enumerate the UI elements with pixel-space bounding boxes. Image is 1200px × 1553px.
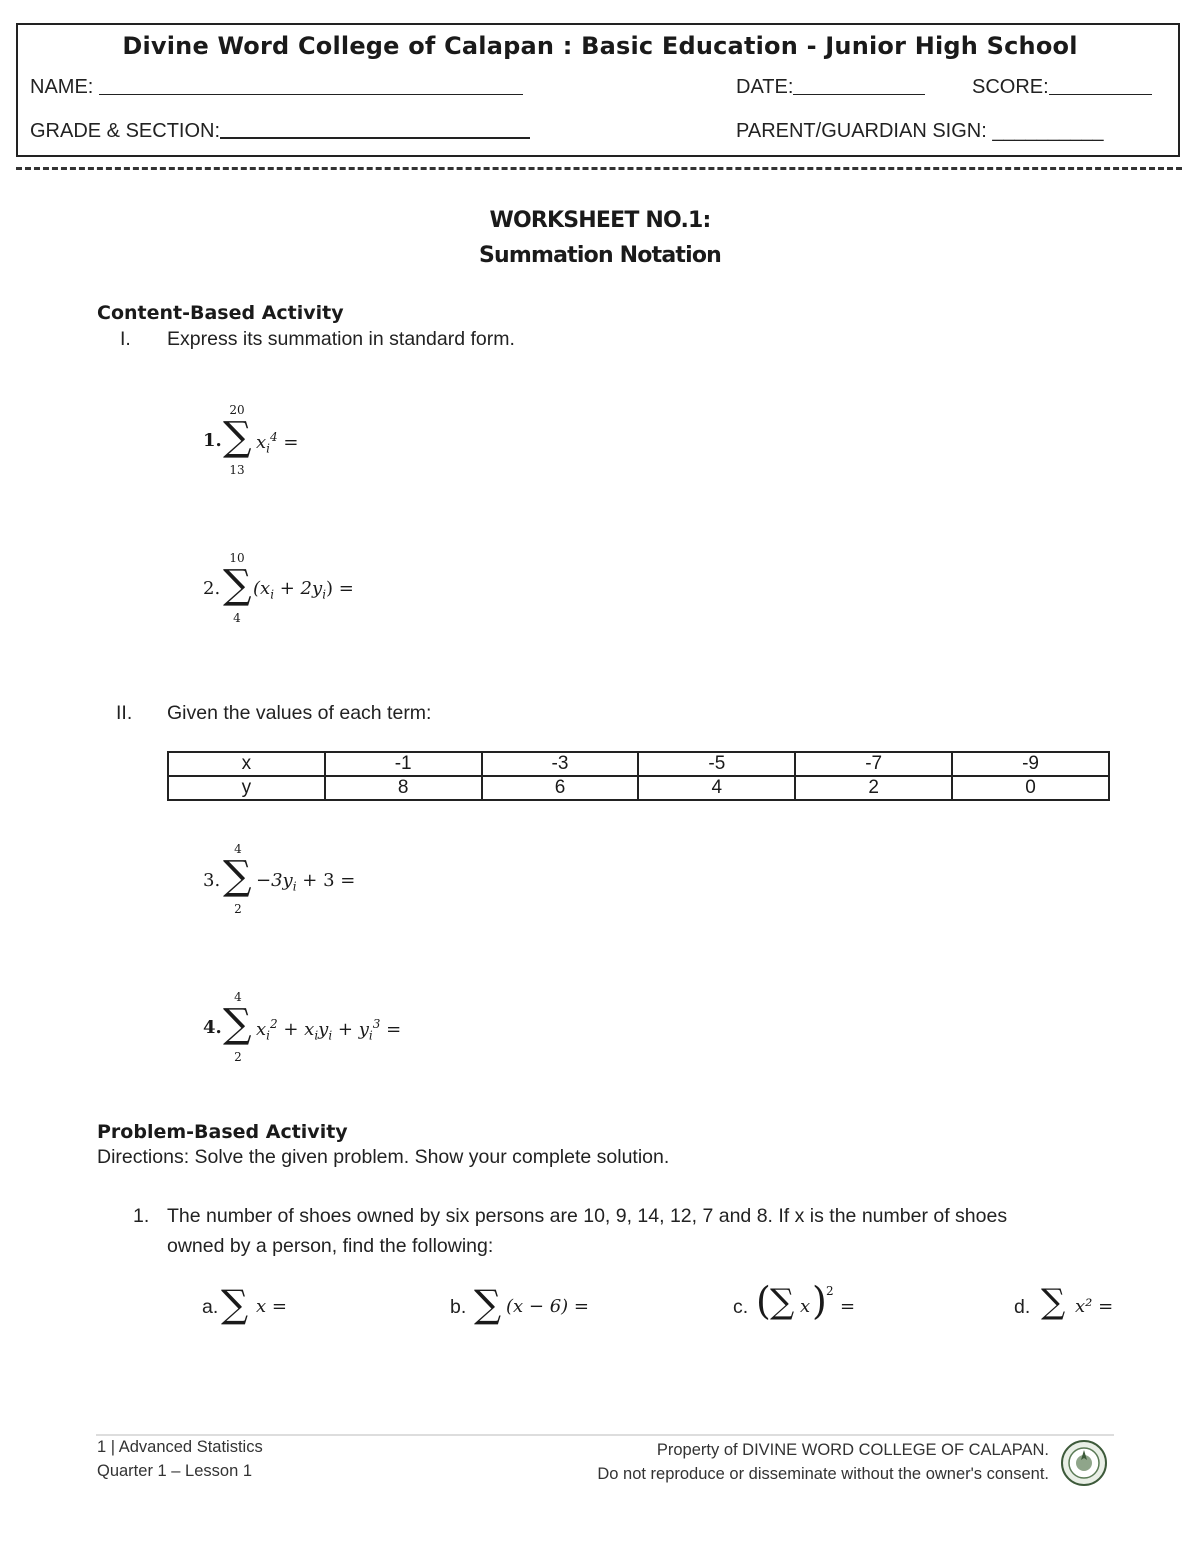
table-cell: -5	[638, 752, 795, 776]
problem-activity-heading: Problem-Based Activity	[97, 1121, 348, 1143]
part-label: c.	[733, 1296, 749, 1318]
table-cell: 4	[638, 776, 795, 800]
score-line[interactable]	[1049, 94, 1152, 95]
right-paren: )	[812, 1279, 827, 1323]
sigma-symbol: ∑	[221, 1282, 249, 1326]
item-number: 2.	[203, 578, 221, 599]
footer-notice: Do not reproduce or disseminate without the owner's consent.	[597, 1465, 1049, 1483]
footer-page: 1 | Advanced Statistics	[97, 1438, 263, 1456]
date-line[interactable]	[793, 94, 925, 95]
footer-divider	[96, 1434, 1114, 1436]
part-label: b.	[450, 1296, 467, 1318]
upper-limit: 20	[229, 403, 245, 417]
score-label: SCORE:	[972, 76, 1049, 98]
lower-limit: 4	[233, 611, 241, 625]
table-row	[168, 776, 1109, 800]
summand-expression: $(x_i + 2y_i)$ =	[253, 578, 354, 602]
sigma-symbol: ∑	[223, 853, 252, 899]
question-line-2: owned by a person, find the following:	[167, 1235, 494, 1257]
sigma-symbol: ∑	[223, 1001, 252, 1047]
values-table	[167, 751, 1110, 801]
grade-section-field[interactable]	[30, 120, 530, 143]
table-cell: -1	[325, 752, 482, 776]
school-seal-icon	[1061, 1440, 1107, 1486]
table-cell: 6	[482, 776, 639, 800]
question-number: 1.	[133, 1205, 150, 1227]
sigma-symbol: ∑	[223, 562, 252, 608]
dashed-separator	[16, 167, 1182, 170]
sigma-symbol: ∑	[770, 1282, 795, 1322]
summand-expression: $-3y_i + 3$ =	[256, 870, 356, 894]
problem-directions: Directions: Solve the given problem. Show your complete solution.	[97, 1146, 670, 1168]
summand-expression: $x_i^4$ =	[256, 430, 299, 456]
name-label: NAME:	[30, 76, 94, 98]
item-number: 1.	[203, 430, 222, 451]
parent-sign-label: PARENT/GUARDIAN SIGN: __________	[736, 120, 1104, 142]
table-cell: 0	[952, 776, 1109, 800]
table-cell: -3	[482, 752, 639, 776]
lower-limit: 2	[234, 1050, 242, 1064]
lower-limit: 13	[229, 463, 245, 477]
score-field[interactable]	[972, 76, 1152, 99]
upper-limit: 4	[234, 842, 242, 856]
parent-sign-field[interactable]	[736, 120, 1104, 143]
question-line-1: The number of shoes owned by six persons are 10, 9, 14, 12, 7 and 8. If x is the number of shoes	[167, 1205, 1008, 1227]
sigma-symbol: ∑	[223, 414, 252, 460]
table-cell: 2	[795, 776, 952, 800]
upper-limit: 10	[229, 551, 245, 565]
part-label: d.	[1014, 1296, 1031, 1318]
date-label: DATE:	[736, 76, 794, 98]
worksheet-title: WORKSHEET NO.1:	[489, 208, 711, 233]
date-field[interactable]	[736, 76, 925, 99]
part-expression: (x − 6) =	[506, 1296, 589, 1317]
equals-sign: =	[840, 1296, 856, 1317]
name-line[interactable]	[99, 94, 523, 95]
item-number: 3.	[203, 870, 221, 891]
grade-section-line[interactable]	[220, 137, 530, 139]
part-expression: x	[800, 1296, 811, 1317]
table-cell: -7	[795, 752, 952, 776]
part1-instruction: Express its summation in standard form.	[167, 328, 515, 350]
left-paren: (	[756, 1279, 771, 1323]
part-label: a.	[202, 1296, 219, 1318]
part1-numeral: I.	[120, 328, 131, 350]
lower-limit: 2	[234, 902, 242, 916]
footer-lesson: Quarter 1 – Lesson 1	[97, 1462, 253, 1480]
item-number: 4.	[203, 1017, 222, 1038]
grade-section-label: GRADE & SECTION:	[30, 120, 221, 142]
summand-expression: $x_i^2 + x_iy_i + y_i^3$ =	[256, 1017, 402, 1043]
school-name: Divine Word College of Calapan : Basic Education - Junior High School	[122, 32, 1078, 60]
upper-limit: 4	[234, 990, 242, 1004]
power-exponent: 2	[826, 1284, 834, 1298]
part2-numeral: II.	[116, 702, 133, 724]
part-expression: x =	[256, 1296, 287, 1317]
sigma-symbol: ∑	[474, 1282, 502, 1326]
part2-instruction: Given the values of each term:	[167, 702, 432, 724]
table-row	[168, 752, 1109, 776]
table-cell: y	[168, 776, 325, 800]
name-field[interactable]	[30, 76, 523, 99]
sigma-symbol: ∑	[1041, 1282, 1066, 1322]
table-cell: x	[168, 752, 325, 776]
part-expression: x² =	[1075, 1296, 1114, 1317]
content-activity-heading: Content-Based Activity	[97, 302, 344, 324]
table-cell: 8	[325, 776, 482, 800]
footer-property: Property of DIVINE WORD COLLEGE OF CALAPAN.	[656, 1441, 1049, 1459]
table-cell: -9	[952, 752, 1109, 776]
worksheet-subtitle: Summation Notation	[478, 243, 722, 268]
